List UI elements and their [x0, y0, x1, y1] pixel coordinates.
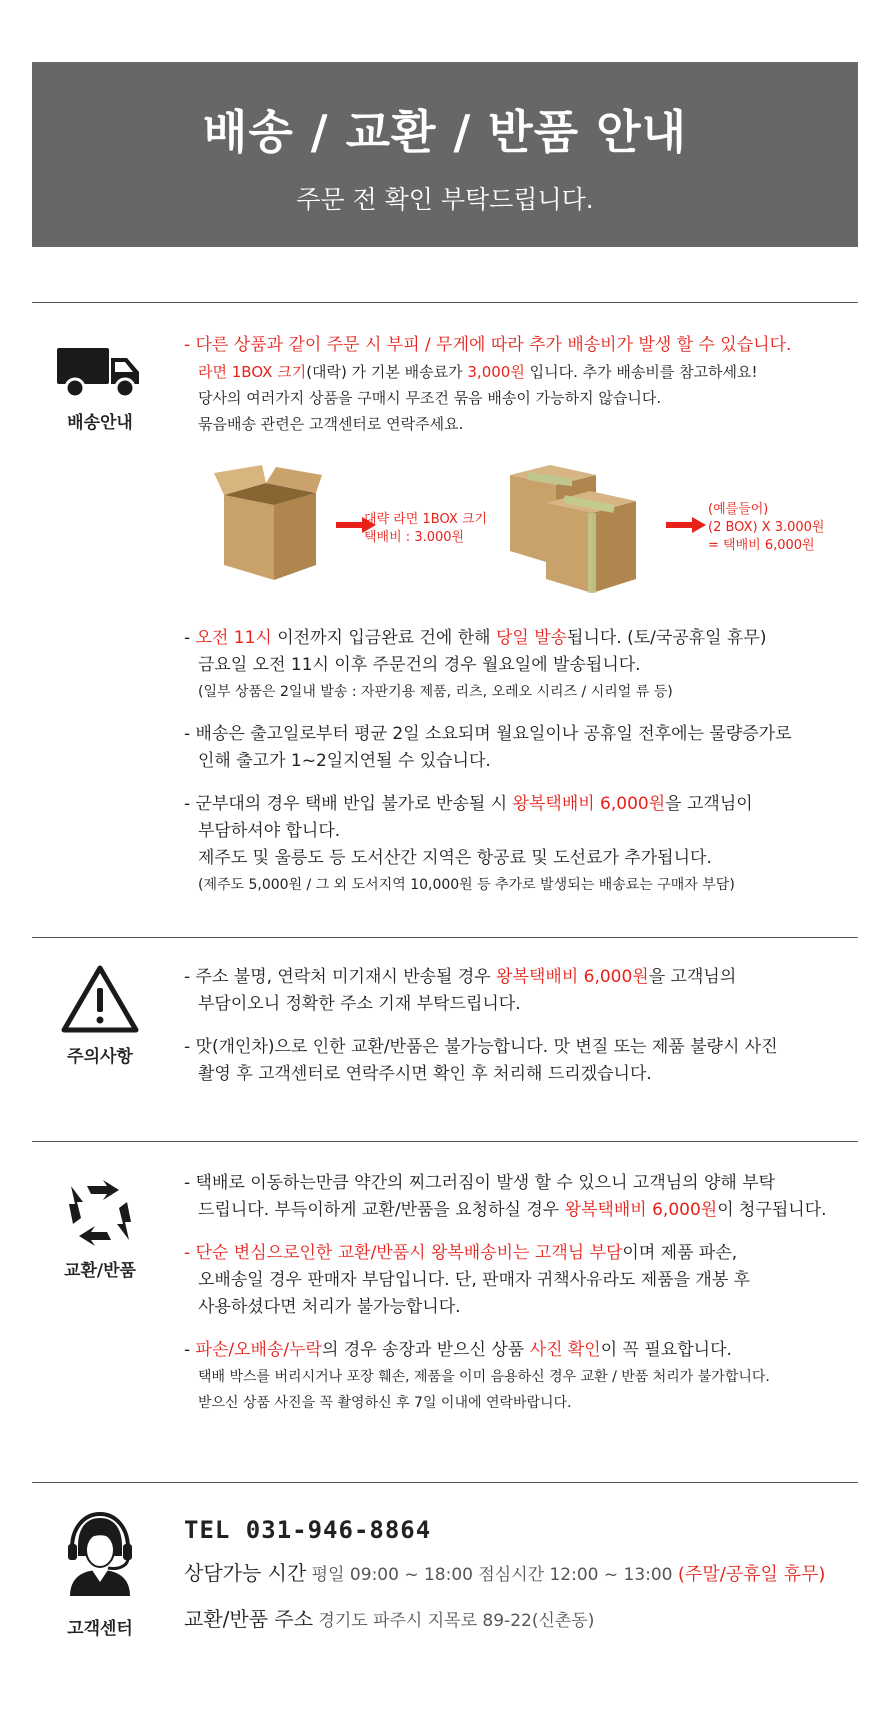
text-line: - 배송은 출고일로부터 평균 2일 소요되며 월요일이나 공휴일 전후에는 물량증가로 — [184, 724, 792, 744]
text-line: - 택배로 이동하는만큼 약간의 찌그러짐이 발생 할 수 있으니 고객님의 양해 부탁 — [184, 1173, 776, 1193]
text-line: 오배송일 경우 판매자 부담입니다. 단, 판매자 귀책사유라도 제품을 개봉 후 — [198, 1270, 751, 1290]
single-box-caption: 대략 라면 1BOX 크기 택배비 : 3.000원 — [364, 512, 488, 545]
text-line: - 단순 변심으로인한 교환/반품시 왕복배송비는 고객님 부담이며 제품 파손, — [184, 1243, 738, 1263]
text-line: - 주소 불명, 연락처 미기재시 반송될 경우 왕복택배비 6,000원을 고객님의 — [184, 967, 737, 987]
arrow-right-icon — [666, 517, 706, 533]
header-banner — [32, 62, 858, 247]
text-line: 드립니다. 부득이하게 교환/반품을 요청하실 경우 왕복택배비 6,000원이 청구됩니다. — [198, 1200, 827, 1220]
business-hours: 상담가능 시간 평일 09:00 ~ 18:00 점심시간 12:00 ~ 13:00 (주말/공휴일 휴무) — [184, 1561, 826, 1585]
text-line: - 오전 11시 이전까지 입금완료 건에 한해 당일 발송됩니다. (토/국공휴일 휴무) — [184, 628, 767, 648]
divider — [32, 1482, 858, 1483]
text-line: 묶음배송 관련은 고객센터로 연락주세요. — [198, 415, 464, 433]
contact-sidebar — [32, 1512, 168, 1639]
caution-content — [184, 964, 864, 1104]
shipping-paragraph-4 — [184, 791, 864, 898]
text-line: 금요일 오전 11시 이후 주문건의 경우 월요일에 발송됩니다. — [198, 655, 641, 675]
two-boxes-caption: (예를들어) (2 BOX) X 3.000원 = 택배비 6,000원 — [708, 502, 825, 553]
caution-paragraph-1 — [184, 964, 864, 1018]
text-line: 사용하셨다면 처리가 불가능합니다. — [198, 1297, 461, 1317]
exchange-paragraph-1 — [184, 1170, 864, 1224]
two-boxes-image — [506, 455, 646, 595]
recycle-arrows-icon — [65, 1178, 135, 1248]
text-line: (제주도 5,000원 / 그 외 도서지역 10,000원 등 추가로 발생되는 배송료는 구매자 부담) — [198, 877, 735, 893]
text-line: - 파손/오배송/누락의 경우 송장과 받으신 상품 사진 확인이 꼭 필요합니다. — [184, 1340, 732, 1360]
page-subtitle: 주문 전 확인 부탁드립니다. — [296, 185, 594, 214]
exchange-paragraph-2 — [184, 1240, 864, 1321]
text-line: 부담이오니 정확한 주소 기재 부탁드립니다. — [198, 994, 521, 1014]
text-line: 제주도 및 울릉도 등 도서산간 지역은 항공료 및 도선료가 추가됩니다. — [198, 848, 712, 868]
return-address: 교환/반품 주소 경기도 파주시 지목로 89-22(신촌동) — [184, 1607, 595, 1631]
caution-paragraph-2 — [184, 1034, 864, 1088]
text-line: 촬영 후 고객센터로 연락주시면 확인 후 처리해 드리겠습니다. — [198, 1064, 652, 1084]
shipping-paragraph-2 — [184, 625, 864, 705]
text-line: 인해 출고가 1~2일지연될 수 있습니다. — [198, 751, 491, 771]
text-line: - 군부대의 경우 택배 반입 불가로 반송될 시 왕복택배비 6,000원을 고객님이 — [184, 794, 753, 814]
headset-agent-icon — [62, 1512, 138, 1596]
truck-icon — [57, 344, 143, 400]
divider — [32, 937, 858, 938]
single-box-image — [214, 465, 324, 585]
phone-number[interactable]: TEL 031-946-8864 — [184, 1516, 432, 1544]
shipping-paragraph-1 — [184, 332, 864, 437]
contact-content — [184, 1512, 864, 1636]
divider — [32, 1141, 858, 1142]
text-line: 택배 박스를 버리시거나 포장 훼손, 제품을 이미 음용하신 경우 교환 / 반품 처리가 불가합니다. — [198, 1369, 770, 1385]
text-line: (일부 상품은 2일내 발송 : 자판기용 제품, 리츠, 오레오 시리즈 / 시리얼 류 등) — [198, 684, 673, 700]
shipping-paragraph-3 — [184, 721, 864, 775]
shipping-label: 배송안내 — [67, 413, 133, 433]
exchange-content — [184, 1170, 864, 1432]
text-line: 부담하셔야 합니다. — [198, 821, 341, 841]
divider — [32, 302, 858, 303]
page-title: 배송 / 교환 / 반품 안내 — [202, 105, 688, 159]
text-line: - 맛(개인차)으로 인한 교환/반품은 불가능합니다. 맛 변질 또는 제품 불량시 사진 — [184, 1037, 778, 1057]
text-line: 당사의 여러가지 상품을 구매시 무조건 묶음 배송이 가능하지 않습니다. — [198, 389, 662, 407]
text-line: 라면 1BOX 크기(대락) 가 기본 배송료가 3,000원 입니다. 추가 배송비를 참고하세요! — [198, 363, 758, 381]
text-line: 받으신 상품 사진을 꼭 촬영하신 후 7일 이내에 연락바랍니다. — [198, 1395, 572, 1411]
shipping-cost-illustration — [184, 455, 864, 603]
exchange-label: 교환/반품 — [64, 1261, 136, 1281]
warning-icon — [60, 964, 140, 1034]
shipping-content — [184, 332, 864, 914]
caution-sidebar — [32, 964, 168, 1067]
exchange-paragraph-3 — [184, 1337, 864, 1416]
text-line: - 다른 상품과 같이 주문 시 부피 / 무게에 따라 추가 배송비가 발생 할 수 있습니다. — [184, 335, 792, 355]
shipping-sidebar — [32, 344, 168, 433]
caution-label: 주의사항 — [67, 1047, 133, 1067]
contact-label: 고객센터 — [67, 1619, 133, 1639]
exchange-sidebar — [32, 1178, 168, 1281]
